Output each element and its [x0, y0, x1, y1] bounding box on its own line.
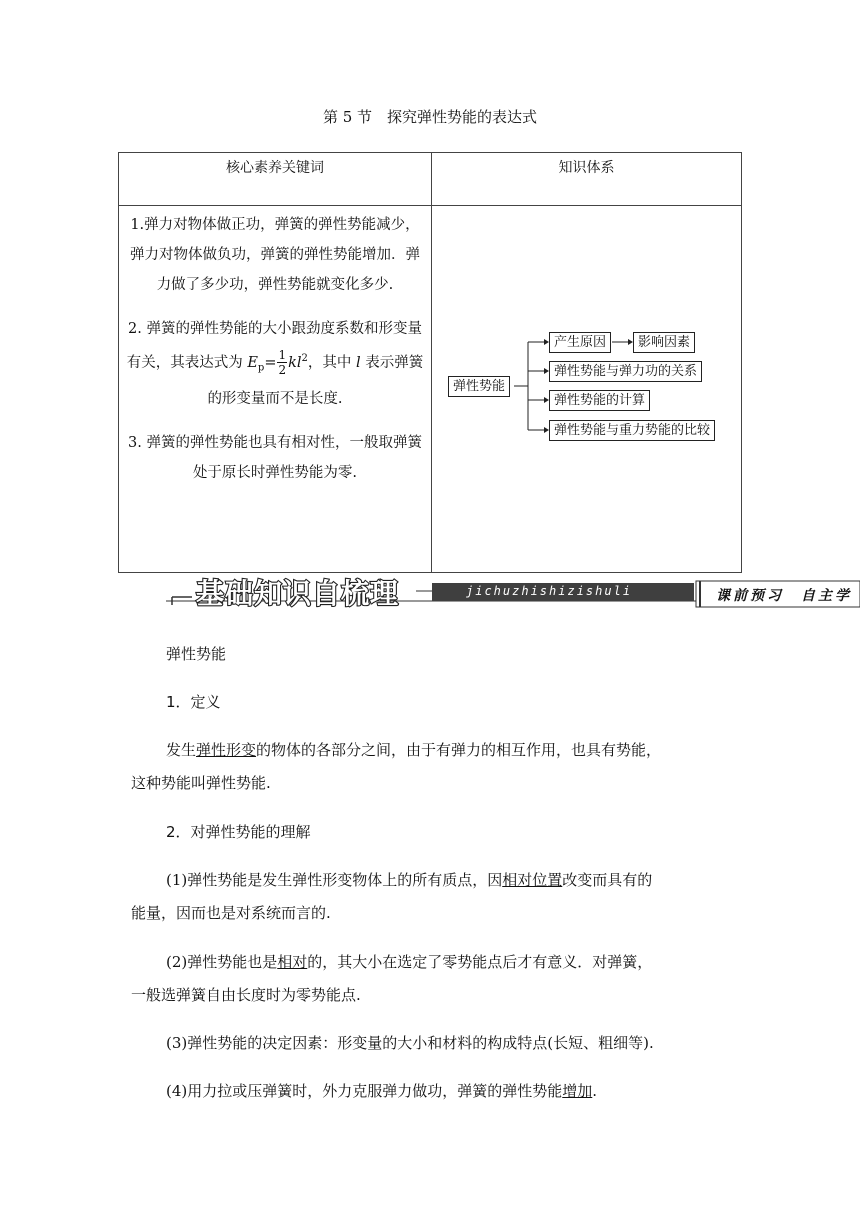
point-2-line-1: (2)弹性势能也是相对的，其大小在选定了零势能点后才有意义．对弹簧，	[166, 953, 653, 971]
keyword-point-2: 2. 弹簧的弹性势能的大小跟劲度系数和形变量有关，其表达式为 $E_p=$ $\frac{1}{2}$ $kl^2$，其中 l 表示弹簧的形变量而不是长度.	[126, 321, 424, 407]
map-node-calculation: 弹性势能的计算	[549, 390, 650, 411]
section-heading: 弹性势能	[166, 645, 227, 663]
table-header-keywords: 核心素养关键词	[119, 153, 432, 206]
map-node-cause: 产生原因	[549, 332, 611, 353]
map-root-elastic-energy: 弹性势能	[448, 376, 510, 397]
keywords-cell	[119, 206, 432, 573]
keyword-point-1: 1.弹力对物体做正功，弹簧的弹性势能减少，弹力对物体做负功，弹簧的弹性势能增加．弹力做了多少功，弹性势能就变化多少.	[130, 217, 420, 293]
keyword-point-3: 3. 弹簧的弹性势能也具有相对性，一般取弹簧处于原长时弹性势能为零.	[128, 434, 422, 481]
definition-line-1: 发生弹性形变的物体的各部分之间，由于有弹力的相互作用，也具有势能，	[166, 741, 662, 759]
page-title: 第 5 节 探究弹性势能的表达式	[322, 108, 538, 126]
banner-pinyin: jichuzhishizishuli	[466, 584, 633, 598]
concept-map	[432, 206, 743, 572]
knowledge-table	[118, 152, 742, 573]
subsection-understanding: 2．对弹性势能的理解	[166, 823, 311, 841]
fraction-half: $\frac{1}{2}$	[278, 348, 287, 378]
map-node-comparison: 弹性势能与重力势能的比较	[549, 420, 715, 441]
table-header-knowledge: 知识体系	[432, 153, 742, 206]
term-relative: 相对	[277, 953, 308, 971]
point-2-line-2: 一般选弹簧自由长度时为零势能点.	[131, 986, 361, 1004]
point-4: (4)用力拉或压弹簧时，外力克服弹力做功，弹簧的弹性势能增加.	[166, 1082, 598, 1100]
concept-map-cell	[432, 206, 742, 573]
subsection-definition: 1．定义	[166, 693, 221, 711]
term-increase: 增加	[562, 1082, 593, 1100]
point-1-line-1: (1)弹性势能是发生弹性形变物体上的所有质点，因相对位置改变而具有的	[166, 871, 653, 889]
term-relative-position: 相对位置	[502, 871, 563, 889]
definition-line-2: 这种势能叫弹性势能.	[131, 774, 271, 792]
section-banner	[166, 577, 860, 609]
map-node-factors: 影响因素	[633, 332, 695, 353]
banner-title: 基础知识自梳理	[196, 577, 400, 610]
point-1-line-2: 能量，因而也是对系统而言的.	[131, 904, 331, 922]
banner-right-label: 课前预习 自主学	[716, 588, 852, 604]
term-elastic-deformation: 弹性形变	[196, 741, 257, 759]
map-node-work-relation: 弹性势能与弹力功的关系	[549, 361, 702, 382]
point-3: (3)弹性势能的决定因素：形变量的大小和材料的构成特点(长短、粗细等).	[166, 1034, 654, 1052]
